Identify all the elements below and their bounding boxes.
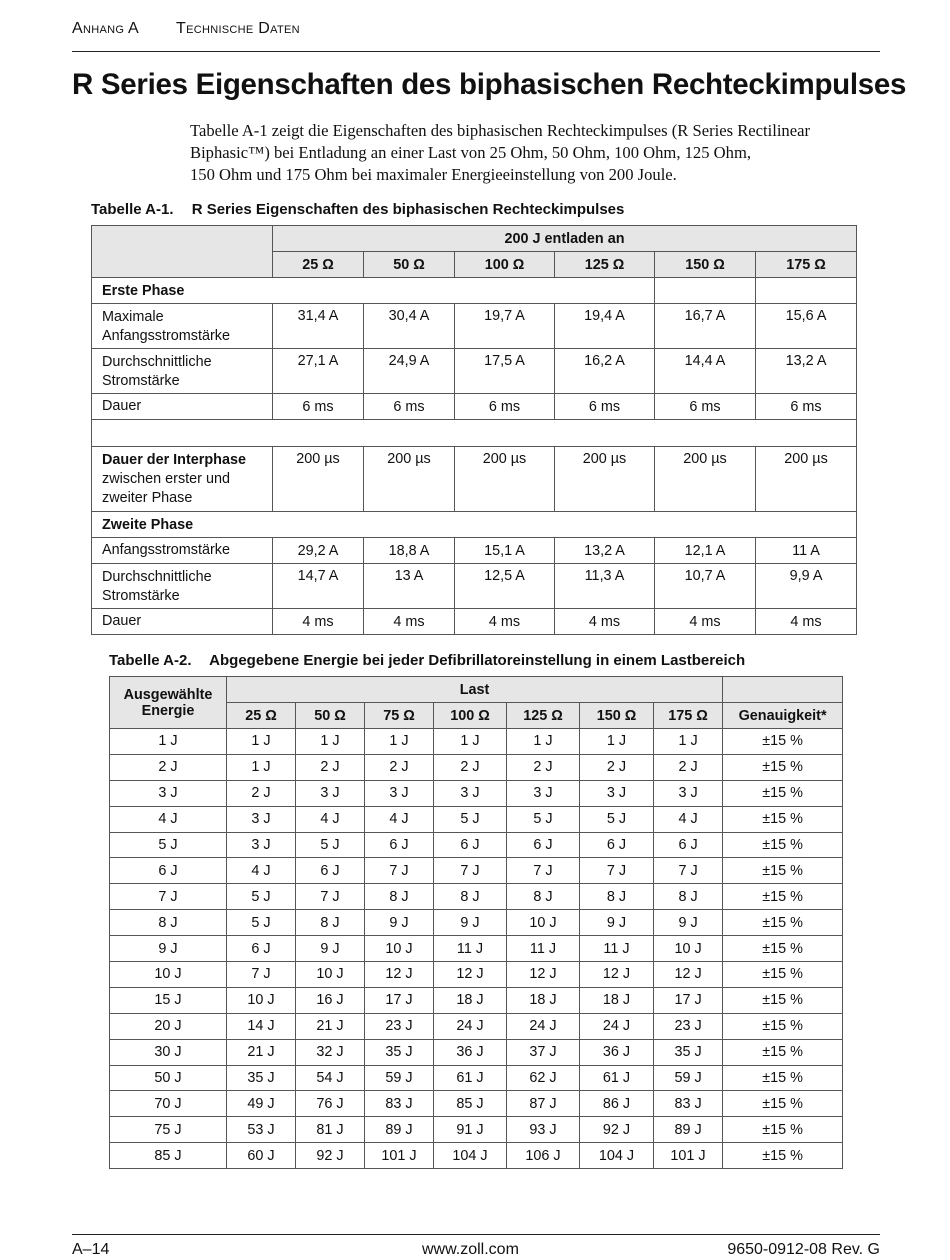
table1-value-cell: 6 ms [756,394,857,420]
table2-row [110,910,843,936]
table2-delivered-energy-cell: 3 J [654,780,723,806]
intro-line: 150 Ohm und 175 Ohm bei maximaler Energieeinstellung von 200 Joule. [190,165,677,184]
table2-delivered-energy-cell: 6 J [507,832,580,858]
table2-delivered-energy-cell: 1 J [434,729,507,755]
table2-selected-energy-cell: 8 J [110,910,227,936]
table2-delivered-energy-cell: 6 J [365,832,434,858]
table2-delivered-energy-cell: 10 J [507,910,580,936]
table1-interphase-label-line: zweiter Phase [102,490,193,506]
table2-delivered-energy-cell: 21 J [296,1013,365,1039]
table1-group-header: 200 J entladen an [273,226,857,252]
table2-delivered-energy-cell: 83 J [654,1091,723,1117]
table1-value-cell: 200 µs [655,447,756,512]
page-title: R Series Eigenschaften des biphasischen Rechteckimpulses [72,68,907,101]
table2-delivered-energy-cell: 18 J [507,987,580,1013]
table2-delivered-energy-cell: 8 J [654,884,723,910]
table2-delivered-energy-cell: 11 J [434,936,507,962]
table2-delivered-energy-cell: 2 J [434,754,507,780]
table2-selected-energy-cell: 2 J [110,754,227,780]
table2-row [110,729,843,755]
table1-row [92,304,857,349]
table2-delivered-energy-cell: 5 J [580,806,654,832]
table1-row-label-line: Stromstärke [102,588,180,604]
table2-selected-energy-cell: 4 J [110,806,227,832]
table2-delivered-energy-cell: 81 J [296,1117,365,1143]
table1-load-header: 25 Ω [273,252,364,278]
table2-delivered-energy-cell: 59 J [654,1065,723,1091]
table2-delivered-energy-cell: 37 J [507,1039,580,1065]
table2-delivered-energy-cell: 8 J [365,884,434,910]
table2-selected-energy-cell: 85 J [110,1143,227,1169]
table2-load-header: 50 Ω [296,703,365,729]
table2-delivered-energy-cell: 2 J [227,780,296,806]
table1-value-cell: 200 µs [364,447,455,512]
table1-value-cell: 29,2 A [273,538,364,564]
table2-delivered-energy-cell: 11 J [580,936,654,962]
table2-delivered-energy-cell: 4 J [227,858,296,884]
table2-delivered-energy-cell: 7 J [507,858,580,884]
table1-value-cell: 4 ms [273,609,364,635]
table1-value-cell: 200 µs [455,447,555,512]
table1-value-cell: 4 ms [364,609,455,635]
table2-delivered-energy-cell: 86 J [580,1091,654,1117]
table2-row [110,832,843,858]
table2-selected-energy-cell: 75 J [110,1117,227,1143]
page-header [72,20,880,52]
table2-delivered-energy-cell: 9 J [296,936,365,962]
table2-delivered-energy-cell: 92 J [296,1143,365,1169]
table1-corner-cell [92,226,273,278]
table2-load-header: 125 Ω [507,703,580,729]
table2-delivered-energy-cell: 104 J [580,1143,654,1169]
table2-delivered-energy-cell: 1 J [296,729,365,755]
table2-delivered-energy-cell: 5 J [227,884,296,910]
table2-delivered-energy-cell: 35 J [654,1039,723,1065]
table2-delivered-energy-cell: 3 J [227,832,296,858]
table2-delivered-energy-cell: 59 J [365,1065,434,1091]
table2-delivered-energy-cell: 17 J [654,987,723,1013]
table2-row [110,754,843,780]
table2-blank-header [723,677,843,703]
table1-row-label-line: Dauer [102,398,142,414]
table1-value-cell: 4 ms [655,609,756,635]
intro-line: Tabelle A-1 zeigt die Eigenschaften des biphasischen Rechteckimpulses (R Series Rectilinear [190,121,810,140]
table2-delivered-energy-cell: 3 J [434,780,507,806]
table2-accuracy-cell: ±15 % [723,806,843,832]
table2-delivered-energy-cell: 101 J [654,1143,723,1169]
table1-load-header: 125 Ω [555,252,655,278]
chapter-title: Technische Daten [176,20,300,37]
table1-value-cell: 9,9 A [756,564,857,609]
table2-delivered-energy-cell: 8 J [580,884,654,910]
table2-delivered-energy-cell: 54 J [296,1065,365,1091]
table2-delivered-energy-cell: 7 J [580,858,654,884]
table2-delivered-energy-cell: 12 J [507,962,580,988]
table2-delivered-energy-cell: 91 J [434,1117,507,1143]
table1-value-cell: 15,1 A [455,538,555,564]
table2-delivered-energy-cell: 4 J [365,806,434,832]
table2-accuracy-cell: ±15 % [723,780,843,806]
table2-delivered-energy-cell: 24 J [507,1013,580,1039]
table2-delivered-energy-cell: 5 J [507,806,580,832]
table2-delivered-energy-cell: 3 J [296,780,365,806]
table2-row [110,1143,843,1169]
table1-row-label [92,349,273,394]
table2-delivered-energy-cell: 4 J [296,806,365,832]
table2-row [110,858,843,884]
table1-row-label-line: Durchschnittliche [102,569,212,585]
table1-row-label-line: Durchschnittliche [102,354,212,370]
intro-paragraph [190,120,880,186]
table1-phase-row [92,278,857,304]
table1-value-cell: 31,4 A [273,304,364,349]
table1-phase-label: Erste Phase [92,278,655,304]
table1-value-cell: 13,2 A [555,538,655,564]
table2-delivered-energy-cell: 61 J [580,1065,654,1091]
table2-delivered-energy-cell: 2 J [365,754,434,780]
table2-selected-energy-cell: 9 J [110,936,227,962]
table1-interphase-label [92,447,273,512]
table1-value-cell: 19,7 A [455,304,555,349]
table1-row [92,349,857,394]
table2-delivered-energy-cell: 6 J [227,936,296,962]
table2-delivered-energy-cell: 2 J [296,754,365,780]
table2-delivered-energy-cell: 10 J [227,987,296,1013]
table2-delivered-energy-cell: 1 J [580,729,654,755]
table2-delivered-energy-cell: 23 J [365,1013,434,1039]
table2-delivered-energy-cell: 9 J [434,910,507,936]
table1-value-cell: 200 µs [756,447,857,512]
page-number: A–14 [72,1241,110,1258]
table1-row [92,538,857,564]
table2-load-header: 150 Ω [580,703,654,729]
delivered-energy-table [109,676,843,1169]
table2-delivered-energy-cell: 12 J [365,962,434,988]
table1-row-label-line: Maximale [102,309,164,325]
table2-delivered-energy-cell: 1 J [365,729,434,755]
table2-row [110,780,843,806]
table2-selected-energy-cell: 6 J [110,858,227,884]
table2-delivered-energy-cell: 36 J [580,1039,654,1065]
table2-row [110,1091,843,1117]
table2-delivered-energy-cell: 62 J [507,1065,580,1091]
table2-group-header: Last [227,677,723,703]
table1-value-cell: 12,1 A [655,538,756,564]
table2-delivered-energy-cell: 8 J [507,884,580,910]
table2-accuracy-cell: ±15 % [723,1039,843,1065]
footer-url: www.zoll.com [422,1241,519,1258]
table2-accuracy-cell: ±15 % [723,910,843,936]
table1-value-cell: 18,8 A [364,538,455,564]
table2-selected-energy-cell: 70 J [110,1091,227,1117]
table2-delivered-energy-cell: 35 J [365,1039,434,1065]
table1-row [92,394,857,420]
table1-spacer-cell [92,420,857,447]
table2-delivered-energy-cell: 85 J [434,1091,507,1117]
table1-phase-row [92,512,857,538]
table2-delivered-energy-cell: 60 J [227,1143,296,1169]
table1-interphase-label-line: zwischen erster und [102,471,230,487]
table1-value-cell: 13 A [364,564,455,609]
table2-delivered-energy-cell: 10 J [654,936,723,962]
table2-delivered-energy-cell: 24 J [434,1013,507,1039]
table2-delivered-energy-cell: 53 J [227,1117,296,1143]
table2-delivered-energy-cell: 83 J [365,1091,434,1117]
table2-accuracy-cell: ±15 % [723,884,843,910]
table1-value-cell: 200 µs [555,447,655,512]
table1-caption [91,201,624,218]
table1-value-cell: 13,2 A [756,349,857,394]
table1-row-label-line: Stromstärke [102,373,180,389]
table2-delivered-energy-cell: 5 J [434,806,507,832]
table2-delivered-energy-cell: 106 J [507,1143,580,1169]
table2-accuracy-cell: ±15 % [723,1013,843,1039]
table2-delivered-energy-cell: 7 J [434,858,507,884]
table2-delivered-energy-cell: 93 J [507,1117,580,1143]
table1-value-cell: 6 ms [455,394,555,420]
table2-delivered-energy-cell: 21 J [227,1039,296,1065]
table1-value-cell: 24,9 A [364,349,455,394]
table2-delivered-energy-cell: 49 J [227,1091,296,1117]
table1-row-label-line: Anfangsstromstärke [102,328,230,344]
table2-accuracy-header: Genauigkeit* [723,703,843,729]
table2-selected-energy-cell: 10 J [110,962,227,988]
table1-spacer-row [92,420,857,447]
table1-empty-cell [756,278,857,304]
table1-load-header: 150 Ω [655,252,756,278]
table1-row [92,609,857,635]
table2-delivered-energy-cell: 1 J [654,729,723,755]
table2-selected-energy-cell: 20 J [110,1013,227,1039]
table2-delivered-energy-cell: 17 J [365,987,434,1013]
table2-delivered-energy-cell: 9 J [580,910,654,936]
table1-value-cell: 19,4 A [555,304,655,349]
table2-load-header: 175 Ω [654,703,723,729]
table2-load-header: 100 Ω [434,703,507,729]
table1-empty-cell [655,278,756,304]
table2-delivered-energy-cell: 3 J [507,780,580,806]
table2-delivered-energy-cell: 2 J [654,754,723,780]
table1-caption-label: Tabelle A-1. [91,201,174,218]
table2-row [110,1117,843,1143]
table2-accuracy-cell: ±15 % [723,1065,843,1091]
table2-delivered-energy-cell: 18 J [580,987,654,1013]
table2-delivered-energy-cell: 10 J [296,962,365,988]
table2-selected-energy-header: Ausgewählte Energie [110,677,227,729]
table2-delivered-energy-cell: 8 J [434,884,507,910]
table2-delivered-energy-cell: 35 J [227,1065,296,1091]
table2-delivered-energy-cell: 11 J [507,936,580,962]
table1-phase-label: Zweite Phase [92,512,857,538]
table1-value-cell: 17,5 A [455,349,555,394]
table2-accuracy-cell: ±15 % [723,729,843,755]
table2-delivered-energy-cell: 3 J [365,780,434,806]
table1-row-label-line: Dauer [102,613,142,629]
table1-row-label-line: Anfangsstromstärke [102,542,230,558]
table2-accuracy-cell: ±15 % [723,936,843,962]
table2-delivered-energy-cell: 87 J [507,1091,580,1117]
table2-delivered-energy-cell: 7 J [654,858,723,884]
table2-delivered-energy-cell: 10 J [365,936,434,962]
table2-selected-energy-cell: 7 J [110,884,227,910]
table2-accuracy-cell: ±15 % [723,1091,843,1117]
table2-delivered-energy-cell: 6 J [296,858,365,884]
table2-delivered-energy-cell: 3 J [580,780,654,806]
table2-load-header: 25 Ω [227,703,296,729]
table2-delivered-energy-cell: 1 J [507,729,580,755]
table2-delivered-energy-cell: 2 J [580,754,654,780]
table2-accuracy-cell: ±15 % [723,1117,843,1143]
table2-delivered-energy-cell: 7 J [296,884,365,910]
table1-row-label [92,609,273,635]
table2-accuracy-cell: ±15 % [723,1143,843,1169]
table2-row [110,1039,843,1065]
table2-delivered-energy-cell: 9 J [654,910,723,936]
table1-value-cell: 15,6 A [756,304,857,349]
table1-interphase-row [92,447,857,512]
table1-value-cell: 6 ms [655,394,756,420]
table1-row [92,564,857,609]
table2-delivered-energy-cell: 6 J [434,832,507,858]
table2-delivered-energy-cell: 61 J [434,1065,507,1091]
table1-value-cell: 12,5 A [455,564,555,609]
table2-caption-text: Abgegebene Energie bei jeder Defibrillatoreinstellung in einem Lastbereich [209,652,746,669]
table1-value-cell: 16,2 A [555,349,655,394]
table2-delivered-energy-cell: 12 J [654,962,723,988]
table2-selected-energy-cell: 5 J [110,832,227,858]
table1-row-label [92,394,273,420]
table1-caption-text: R Series Eigenschaften des biphasischen Rechteckimpulses [191,201,625,218]
table1-value-cell: 14,4 A [655,349,756,394]
table1-row-label [92,304,273,349]
table1-row-label [92,564,273,609]
table2-load-header: 75 Ω [365,703,434,729]
table2-delivered-energy-cell: 36 J [434,1039,507,1065]
table1-value-cell: 6 ms [364,394,455,420]
table2-row [110,936,843,962]
table1-value-cell: 11 A [756,538,857,564]
table1-value-cell: 27,1 A [273,349,364,394]
table2-delivered-energy-cell: 1 J [227,729,296,755]
table2-row [110,1065,843,1091]
table1-row-label [92,538,273,564]
table1-value-cell: 200 µs [273,447,364,512]
pulse-characteristics-table [91,225,857,635]
table1-value-cell: 4 ms [455,609,555,635]
table1-load-header: 100 Ω [455,252,555,278]
table2-delivered-energy-cell: 14 J [227,1013,296,1039]
table1-value-cell: 4 ms [756,609,857,635]
table2-caption-label: Tabelle A-2. [109,652,192,669]
table1-value-cell: 4 ms [555,609,655,635]
table2-delivered-energy-cell: 92 J [580,1117,654,1143]
table1-value-cell: 30,4 A [364,304,455,349]
table2-row [110,987,843,1013]
table2-delivered-energy-cell: 18 J [434,987,507,1013]
table2-row [110,884,843,910]
table2-selected-energy-cell: 30 J [110,1039,227,1065]
table2-row [110,806,843,832]
table2-accuracy-cell: ±15 % [723,832,843,858]
table2-row [110,1013,843,1039]
table2-delivered-energy-cell: 104 J [434,1143,507,1169]
table2-delivered-energy-cell: 16 J [296,987,365,1013]
table1-value-cell: 16,7 A [655,304,756,349]
table2-delivered-energy-cell: 8 J [296,910,365,936]
table1-interphase-label-bold: Dauer der Interphase [102,452,246,468]
table2-delivered-energy-cell: 89 J [365,1117,434,1143]
table2-delivered-energy-cell: 101 J [365,1143,434,1169]
table2-delivered-energy-cell: 12 J [580,962,654,988]
table2-delivered-energy-cell: 89 J [654,1117,723,1143]
table2-selected-energy-cell: 50 J [110,1065,227,1091]
intro-line: Biphasic™) bei Entladung an einer Last von 25 Ohm, 50 Ohm, 100 Ohm, 125 Ohm, [190,143,752,162]
table2-delivered-energy-cell: 32 J [296,1039,365,1065]
table2-accuracy-cell: ±15 % [723,962,843,988]
table2-delivered-energy-cell: 4 J [654,806,723,832]
table2-delivered-energy-cell: 76 J [296,1091,365,1117]
table2-delivered-energy-cell: 2 J [507,754,580,780]
table1-value-cell: 14,7 A [273,564,364,609]
table2-delivered-energy-cell: 7 J [227,962,296,988]
table2-delivered-energy-cell: 6 J [580,832,654,858]
table2-delivered-energy-cell: 23 J [654,1013,723,1039]
table2-row [110,962,843,988]
table2-accuracy-cell: ±15 % [723,987,843,1013]
table2-accuracy-cell: ±15 % [723,754,843,780]
page-footer [72,1234,880,1260]
table2-selected-energy-cell: 3 J [110,780,227,806]
table1-load-header: 175 Ω [756,252,857,278]
table2-delivered-energy-cell: 12 J [434,962,507,988]
table2-delivered-energy-cell: 7 J [365,858,434,884]
chapter-label: Anhang A [72,20,140,37]
table2-caption [109,652,745,669]
document-number: 9650-0912-08 Rev. G [727,1241,880,1258]
table2-delivered-energy-cell: 6 J [654,832,723,858]
table1-value-cell: 11,3 A [555,564,655,609]
table2-accuracy-cell: ±15 % [723,858,843,884]
table2-selected-energy-cell: 1 J [110,729,227,755]
table2-delivered-energy-cell: 9 J [365,910,434,936]
table2-delivered-energy-cell: 24 J [580,1013,654,1039]
table2-delivered-energy-cell: 3 J [227,806,296,832]
table2-selected-energy-cell: 15 J [110,987,227,1013]
table1-value-cell: 6 ms [273,394,364,420]
table2-delivered-energy-cell: 5 J [296,832,365,858]
table1-load-header: 50 Ω [364,252,455,278]
table2-delivered-energy-cell: 5 J [227,910,296,936]
table1-value-cell: 6 ms [555,394,655,420]
table2-delivered-energy-cell: 1 J [227,754,296,780]
table1-value-cell: 10,7 A [655,564,756,609]
